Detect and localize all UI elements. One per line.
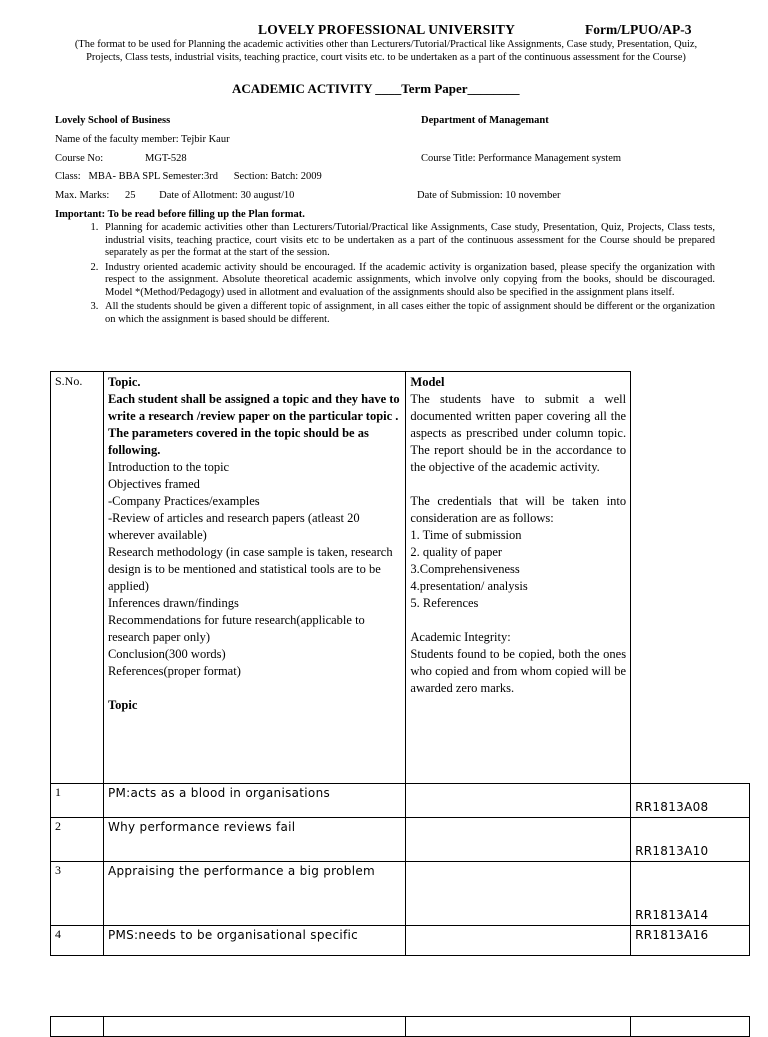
row-roll-number: RR1813A08 bbox=[631, 784, 750, 818]
topic-parameter: Recommendations for future research(applicable to research paper only) bbox=[107, 613, 365, 644]
next-table-edge bbox=[50, 1016, 750, 1037]
row-topic: PM:acts as a blood in organisations bbox=[103, 784, 405, 818]
course-number: MGT-528 bbox=[145, 153, 187, 164]
topic-parameter: Introduction to the topic bbox=[107, 460, 230, 474]
topic-label: Topic bbox=[107, 698, 138, 712]
topic-parameter: -Review of articles and research papers (atleast 20 wherever available) bbox=[107, 511, 360, 542]
marks-allotment: Max. Marks: 25 Date of Allotment: 30 august/10 bbox=[55, 190, 295, 201]
topic-heading: Topic. bbox=[107, 375, 141, 389]
credential-item: 5. References bbox=[410, 596, 479, 610]
row-sno: 1 bbox=[51, 784, 104, 818]
table-row bbox=[51, 818, 750, 862]
row-roll-number: RR1813A16 bbox=[631, 926, 750, 956]
credentials-intro: The credentials that will be taken into consideration are as follows: bbox=[410, 494, 627, 525]
instruction-item: 3. All the students should be given a different topic of assignment, in all cases either the topic of assignment should be different or the organization on which the assignment is based should be different. bbox=[101, 301, 715, 326]
school-name: Lovely School of Business bbox=[55, 115, 171, 126]
instruction-item: 2. Industry oriented academic activity should be encouraged. If the academic activity is organization based, please specify the organization with respect to the assignment. Absolute theoretical academic assignments, which involve only copying from the books, should be discouraged. Model *(Method/Pedagogy) used in allotment and evaluation of the assignments should also be specified in the assignment plans itself. bbox=[101, 262, 715, 300]
topic-cell bbox=[103, 372, 405, 784]
format-note: (The format to be used for Planning the academic activities other than Lecturers/Tutorial/Practical like Assignments, Case study, Presentation, Quiz, Projects, Class tests, industrial visits, teaching practice, court visits etc. to be undertaken as a part of the continuous assessment for the Course) bbox=[74, 39, 698, 63]
roll-header-empty bbox=[631, 372, 750, 784]
row-sno: 2 bbox=[51, 818, 104, 862]
department-name: Department of Managemant bbox=[421, 115, 549, 126]
topic-parameter: Conclusion(300 words) bbox=[107, 647, 226, 661]
form-number: Form/LPUO/AP-3 bbox=[585, 22, 692, 37]
university-name: LOVELY PROFESSIONAL UNIVERSITY bbox=[258, 22, 516, 37]
next-table-cell bbox=[406, 1017, 631, 1037]
course-title: Course Title: Performance Management system bbox=[421, 153, 622, 164]
row-roll-number: RR1813A10 bbox=[631, 818, 750, 862]
topic-parameters bbox=[108, 459, 401, 680]
topic-parameter: Inferences drawn/findings bbox=[107, 596, 239, 610]
row-model bbox=[406, 818, 631, 862]
next-table-cell bbox=[631, 1017, 750, 1037]
row-model bbox=[406, 926, 631, 956]
course-number-row bbox=[55, 152, 355, 166]
row-topic: Appraising the performance a big problem bbox=[103, 862, 405, 926]
row-topic: PMS:needs to be organisational specific bbox=[103, 926, 405, 956]
sno-header: S.No. bbox=[51, 372, 104, 784]
next-table-cell bbox=[103, 1017, 406, 1037]
row-sno: 4 bbox=[51, 926, 104, 956]
class-info: Class: MBA- BBA SPL Semester:3rd Section: Batch: 2009 bbox=[55, 171, 322, 182]
topic-parameter: Objectives framed bbox=[107, 477, 200, 491]
table-row bbox=[51, 784, 750, 818]
topic-parameter: References(proper format) bbox=[107, 664, 241, 678]
model-cell bbox=[406, 372, 631, 784]
activity-title: ACADEMIC ACTIVITY ____Term Paper________ bbox=[232, 81, 520, 96]
credential-item: 1. Time of submission bbox=[410, 528, 522, 542]
activity-table bbox=[50, 371, 750, 956]
credential-item: 4.presentation/ analysis bbox=[410, 579, 528, 593]
topic-intro: Each student shall be assigned a topic and they have to write a research /review paper on the particular topic . The parameters covered in the topic should be as following. bbox=[107, 392, 400, 457]
row-roll-number: RR1813A14 bbox=[631, 862, 750, 926]
instruction-item: 1. Planning for academic activities other than Lecturers/Tutorial/Practical like Assignments, Case study, Presentation, Quiz, Projects, Class tests, industrial visits, teaching practice, court visits etc to be undertaken as a part of the continuous assessment for the Course should be prepared separately as per the format at the start of the session. bbox=[101, 222, 715, 260]
row-model bbox=[406, 862, 631, 926]
model-heading: Model bbox=[410, 375, 445, 389]
integrity-text: Students found to be copied, both the ones who copied and from whom copied will be awarded zero marks. bbox=[410, 647, 627, 695]
table-row bbox=[51, 862, 750, 926]
next-table-cell bbox=[51, 1017, 104, 1037]
instructions-list bbox=[55, 222, 715, 328]
topic-parameter: Research methodology (in case sample is taken, research design is to be mentioned and statistical tools are to be applied) bbox=[107, 545, 393, 593]
faculty-name: Name of the faculty member: Tejbir Kaur bbox=[55, 134, 230, 145]
important-heading: Important: To be read before filling up the Plan format. bbox=[55, 209, 305, 220]
submission-date: Date of Submission: 10 november bbox=[417, 190, 561, 201]
credential-item: 3.Comprehensiveness bbox=[410, 562, 520, 576]
row-model bbox=[406, 784, 631, 818]
row-sno: 3 bbox=[51, 862, 104, 926]
table-header-row bbox=[51, 372, 750, 784]
course-number-label: Course No: bbox=[55, 153, 104, 164]
integrity-heading: Academic Integrity: bbox=[410, 630, 511, 644]
row-topic: Why performance reviews fail bbox=[103, 818, 405, 862]
model-text: The students have to submit a well documented written paper covering all the aspects as prescribed under column topic. The report should be in the accordance to the objective of the academic activity. bbox=[410, 392, 627, 474]
topic-parameter: -Company Practices/examples bbox=[107, 494, 260, 508]
table-row bbox=[51, 926, 750, 956]
credential-item: 2. quality of paper bbox=[410, 545, 503, 559]
